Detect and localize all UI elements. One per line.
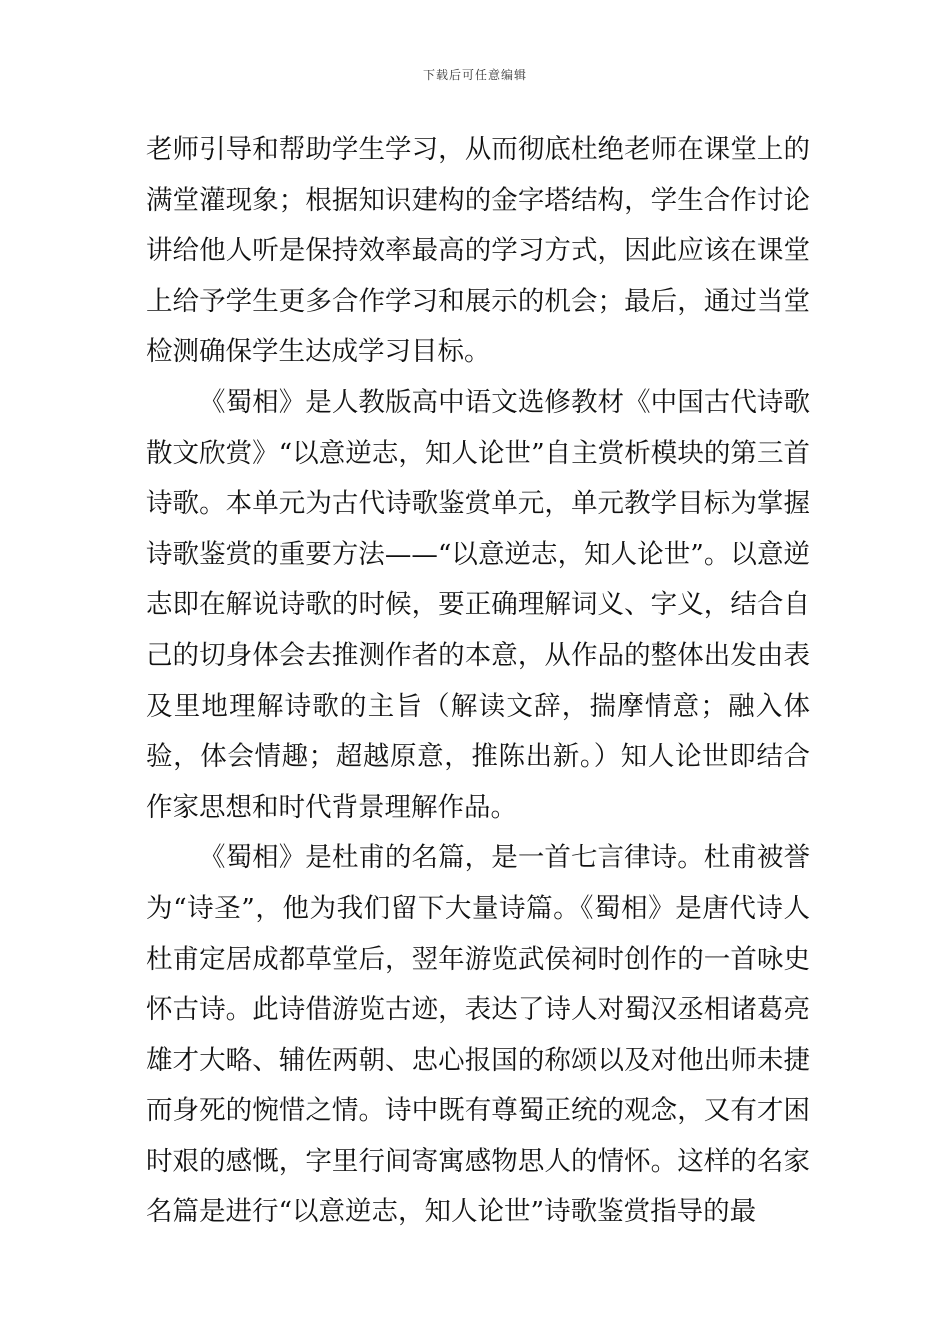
paragraph-shuxiang-textbook: 《蜀相》是人教版高中语文选修教材《中国古代诗歌散文欣赏》“以意逆志，知人论世”自主赏析模块的第三首诗歌。本单元为古代诗歌鉴赏单元，单元教学目标为掌握诗歌鉴赏的重要方法——“以意逆志，知人论世”。以意逆志即在解说诗歌的时候，要正确理解词义、字义，结合自己的切身体会去推测作者的本意，从作品的整体出发由表及里地理解诗歌的主旨（解读文辞，揣摩情意；融入体验，体会情趣；超越原意，推陈出新。）知人论世即结合作家思想和时代背景理解作品。 <box>146 386 810 823</box>
document-body <box>146 125 810 1238</box>
paragraph-shuxiang-dufu: 《蜀相》是杜甫的名篇，是一首七言律诗。杜甫被誉为“诗圣”，他为我们留下大量诗篇。《蜀相》是唐代诗人杜甫定居成都草堂后，翌年游览武侯祠时创作的一首咏史怀古诗。此诗借游览古迹，表达了诗人对蜀汉丞相诸葛亮雄才大略、辅佐两朝、忠心报国的称颂以及对他出师未捷而身死的惋惜之情。诗中既有尊蜀正统的观念，又有才困时艰的感慨，字里行间寄寓感物思人的情怀。这样的名家名篇是进行“以意逆志，知人论世”诗歌鉴赏指导的最 <box>146 842 810 1228</box>
page-header: 下载后可任意编辑 <box>422 68 527 82</box>
paragraph-continuation: 老师引导和帮助学生学习，从而彻底杜绝老师在课堂上的满堂灌现象；根据知识建构的金字塔结构，学生合作讨论讲给他人听是保持效率最高的学习方式，因此应该在课堂上给予学生更多合作学习和展示的机会；最后，通过当堂检测确保学生达成学习目标。 <box>146 134 810 368</box>
